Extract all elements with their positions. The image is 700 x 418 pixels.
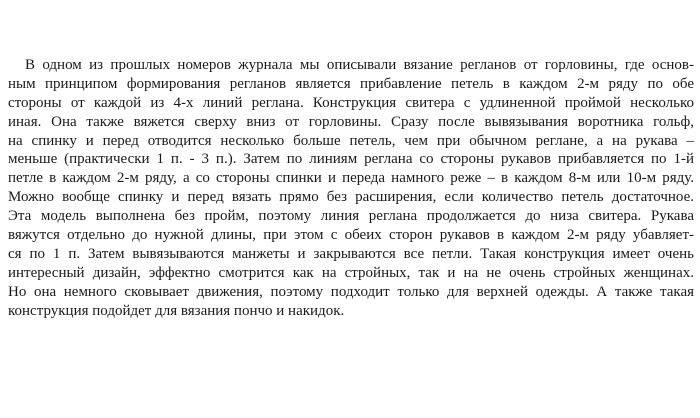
paragraph-line: вяжутся отдельно до нужной длины, при этом с обеих сторон рукавов в каждом 2-м ряду убавляет- [8, 227, 694, 244]
paragraph-line: на спинку и перед отводится несколько больше петель, чем при обычном реглане, а на рукава – [8, 132, 694, 149]
paragraph-line: меньше (практически 1 п. - 3 п.). Затем по линиям реглана со стороны рукавов прибавляется по 1-й [8, 151, 694, 168]
paragraph-line: В одном из прошлых номеров журнала мы описывали вязание регланов от горловины, где основ- [25, 57, 694, 73]
article-paragraph [8, 56, 694, 320]
paragraph-line: Можно вообще спинку и перед вязать прямо без расширения, если количество петель достаточное. [8, 189, 694, 206]
paragraph-line: Но она немного сковывает движения, поэтому подходит только для верхней одежды. А также такая [8, 283, 694, 300]
paragraph-line: интересный дизайн, эффектно смотрится как на стройных, так и на не очень стройных женщинах. [8, 264, 694, 281]
paragraph-line: иная. Она также вяжется сверху вниз от горловины. Сразу после вывязывания воротника гольф, [8, 113, 694, 130]
paragraph-line: Эта модель выполнена без пройм, поэтому линия реглана продолжается до низа свитера. Рукава [8, 208, 694, 225]
paragraph-line: стороны от каждой из 4-х линий реглана. Конструкция свитера с удлиненной проймой несколько [8, 94, 694, 111]
paragraph-line: конструкция подойдет для вязания пончо и накидок. [8, 302, 345, 319]
paragraph-line: ным принципом формирования регланов является прибавление петель в каждом 2-м ряду по обе [8, 75, 694, 92]
paragraph-line: петле в каждом 2-м ряду, а со стороны спинки и переда намного реже – в каждом 8-м или 10-м ряду. [8, 170, 694, 187]
paragraph-line: ся по 1 п. Затем вывязываются манжеты и закрываются все петли. Такая конструкция имеет очень [8, 245, 694, 262]
